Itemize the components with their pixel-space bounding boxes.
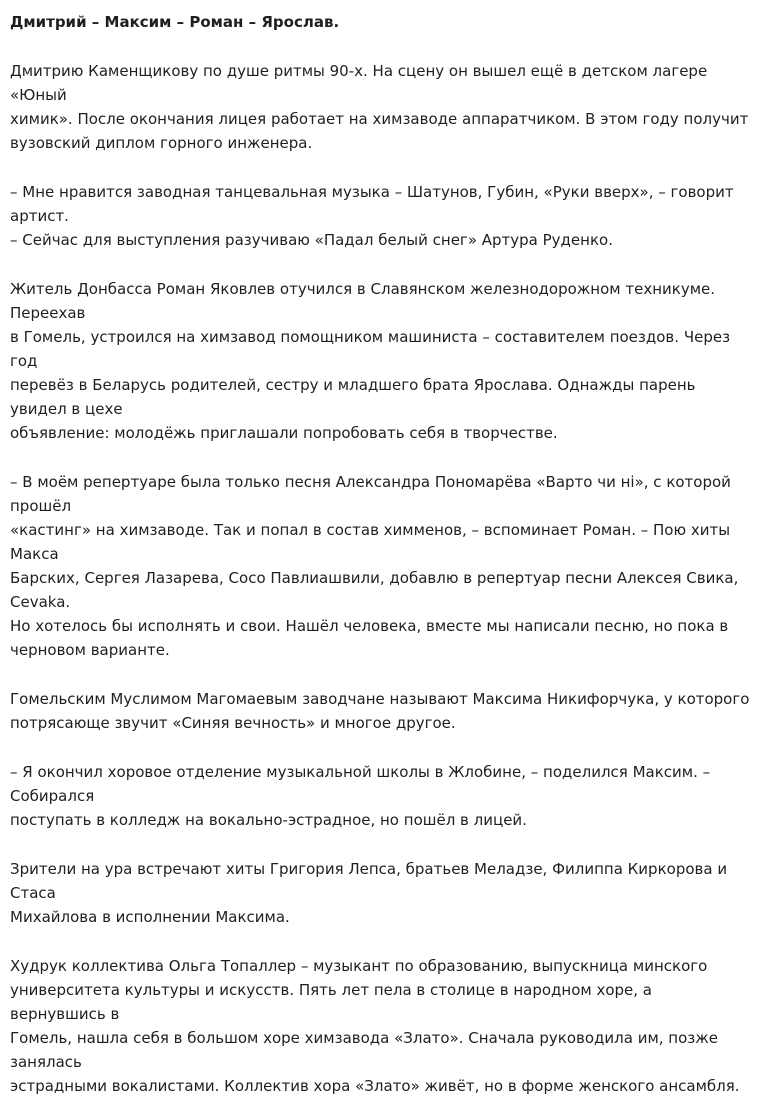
paragraph-maxim-intro: Гомельским Муслимом Магомаевым заводчане называют Максима Никифорчука, у которого потрясающе звучит «Синяя вечность» и многое другое. xyxy=(10,690,750,732)
paragraph-maxim-quote: – Я окончил хоровое отделение музыкальной школы в Жлобине, – поделился Максим. – Собирался поступать в колледж на вокально-эстрадное, но пошёл в лицей. xyxy=(10,763,711,829)
paragraph-roman-quote: – В моём репертуаре была только песня Александра Пономарёва «Варто чи ні», с которой прошёл «кастинг» на химзаводе. Так и попал в состав химменов, – вспоминает Роман. – Пою хиты Макса Барских, Сергея Лазарева, Сосо Павлиашвили, добавлю в репертуар песни Алексея Свика, Cevaka. Но хотелось бы исполнять и свои. Нашёл человека, вместе мы написали песню, но пока в черновом варианте. xyxy=(10,473,739,659)
paragraph-dmitry-quote: – Мне нравится заводная танцевальная музыка – Шатунов, Губин, «Руки вверх», – говорит артист. – Сейчас для выступления разучиваю «Падал белый снег» Артура Руденко. xyxy=(10,183,734,249)
article-heading: Дмитрий – Максим – Роман – Ярослав. xyxy=(10,13,340,31)
paragraph-dmitry-intro: Дмитрию Каменщикову по душе ритмы 90-х. На сцену он вышел ещё в детском лагере «Юный химик». После окончания лицея работает на химзаводе аппаратчиком. В этом году получит вузовский диплом горного инженера. xyxy=(10,62,749,152)
paragraph-maxim-audience: Зрители на ура встречают хиты Григория Лепса, братьев Меладзе, Филиппа Киркорова и Стаса Михайлова в исполнении Максима. xyxy=(10,860,728,926)
paragraph-olga-topaller: Худрук коллектива Ольга Топаллер – музыкант по образованию, выпускница минского университета культуры и искусств. Пять лет пела в столице в народном хоре, а вернувшись в Гомель, нашла себя в большом хоре химзавода «Злато». Сначала руководила им, позже занялась эстрадными вокалистами. Коллектив хора «Злато» живёт, но в форме женского ансамбля. xyxy=(10,957,740,1095)
paragraph-roman-intro: Житель Донбасса Роман Яковлев отучился в Славянском железнодорожном техникуме. Переехав в Гомель, устроился на химзавод помощником машиниста – составителем поездов. Через год перевёз в Беларусь родителей, сестру и младшего брата Ярослава. Однажды парень увидел в цехе объявление: молодёжь приглашали попробовать себя в творчестве. xyxy=(10,280,731,442)
